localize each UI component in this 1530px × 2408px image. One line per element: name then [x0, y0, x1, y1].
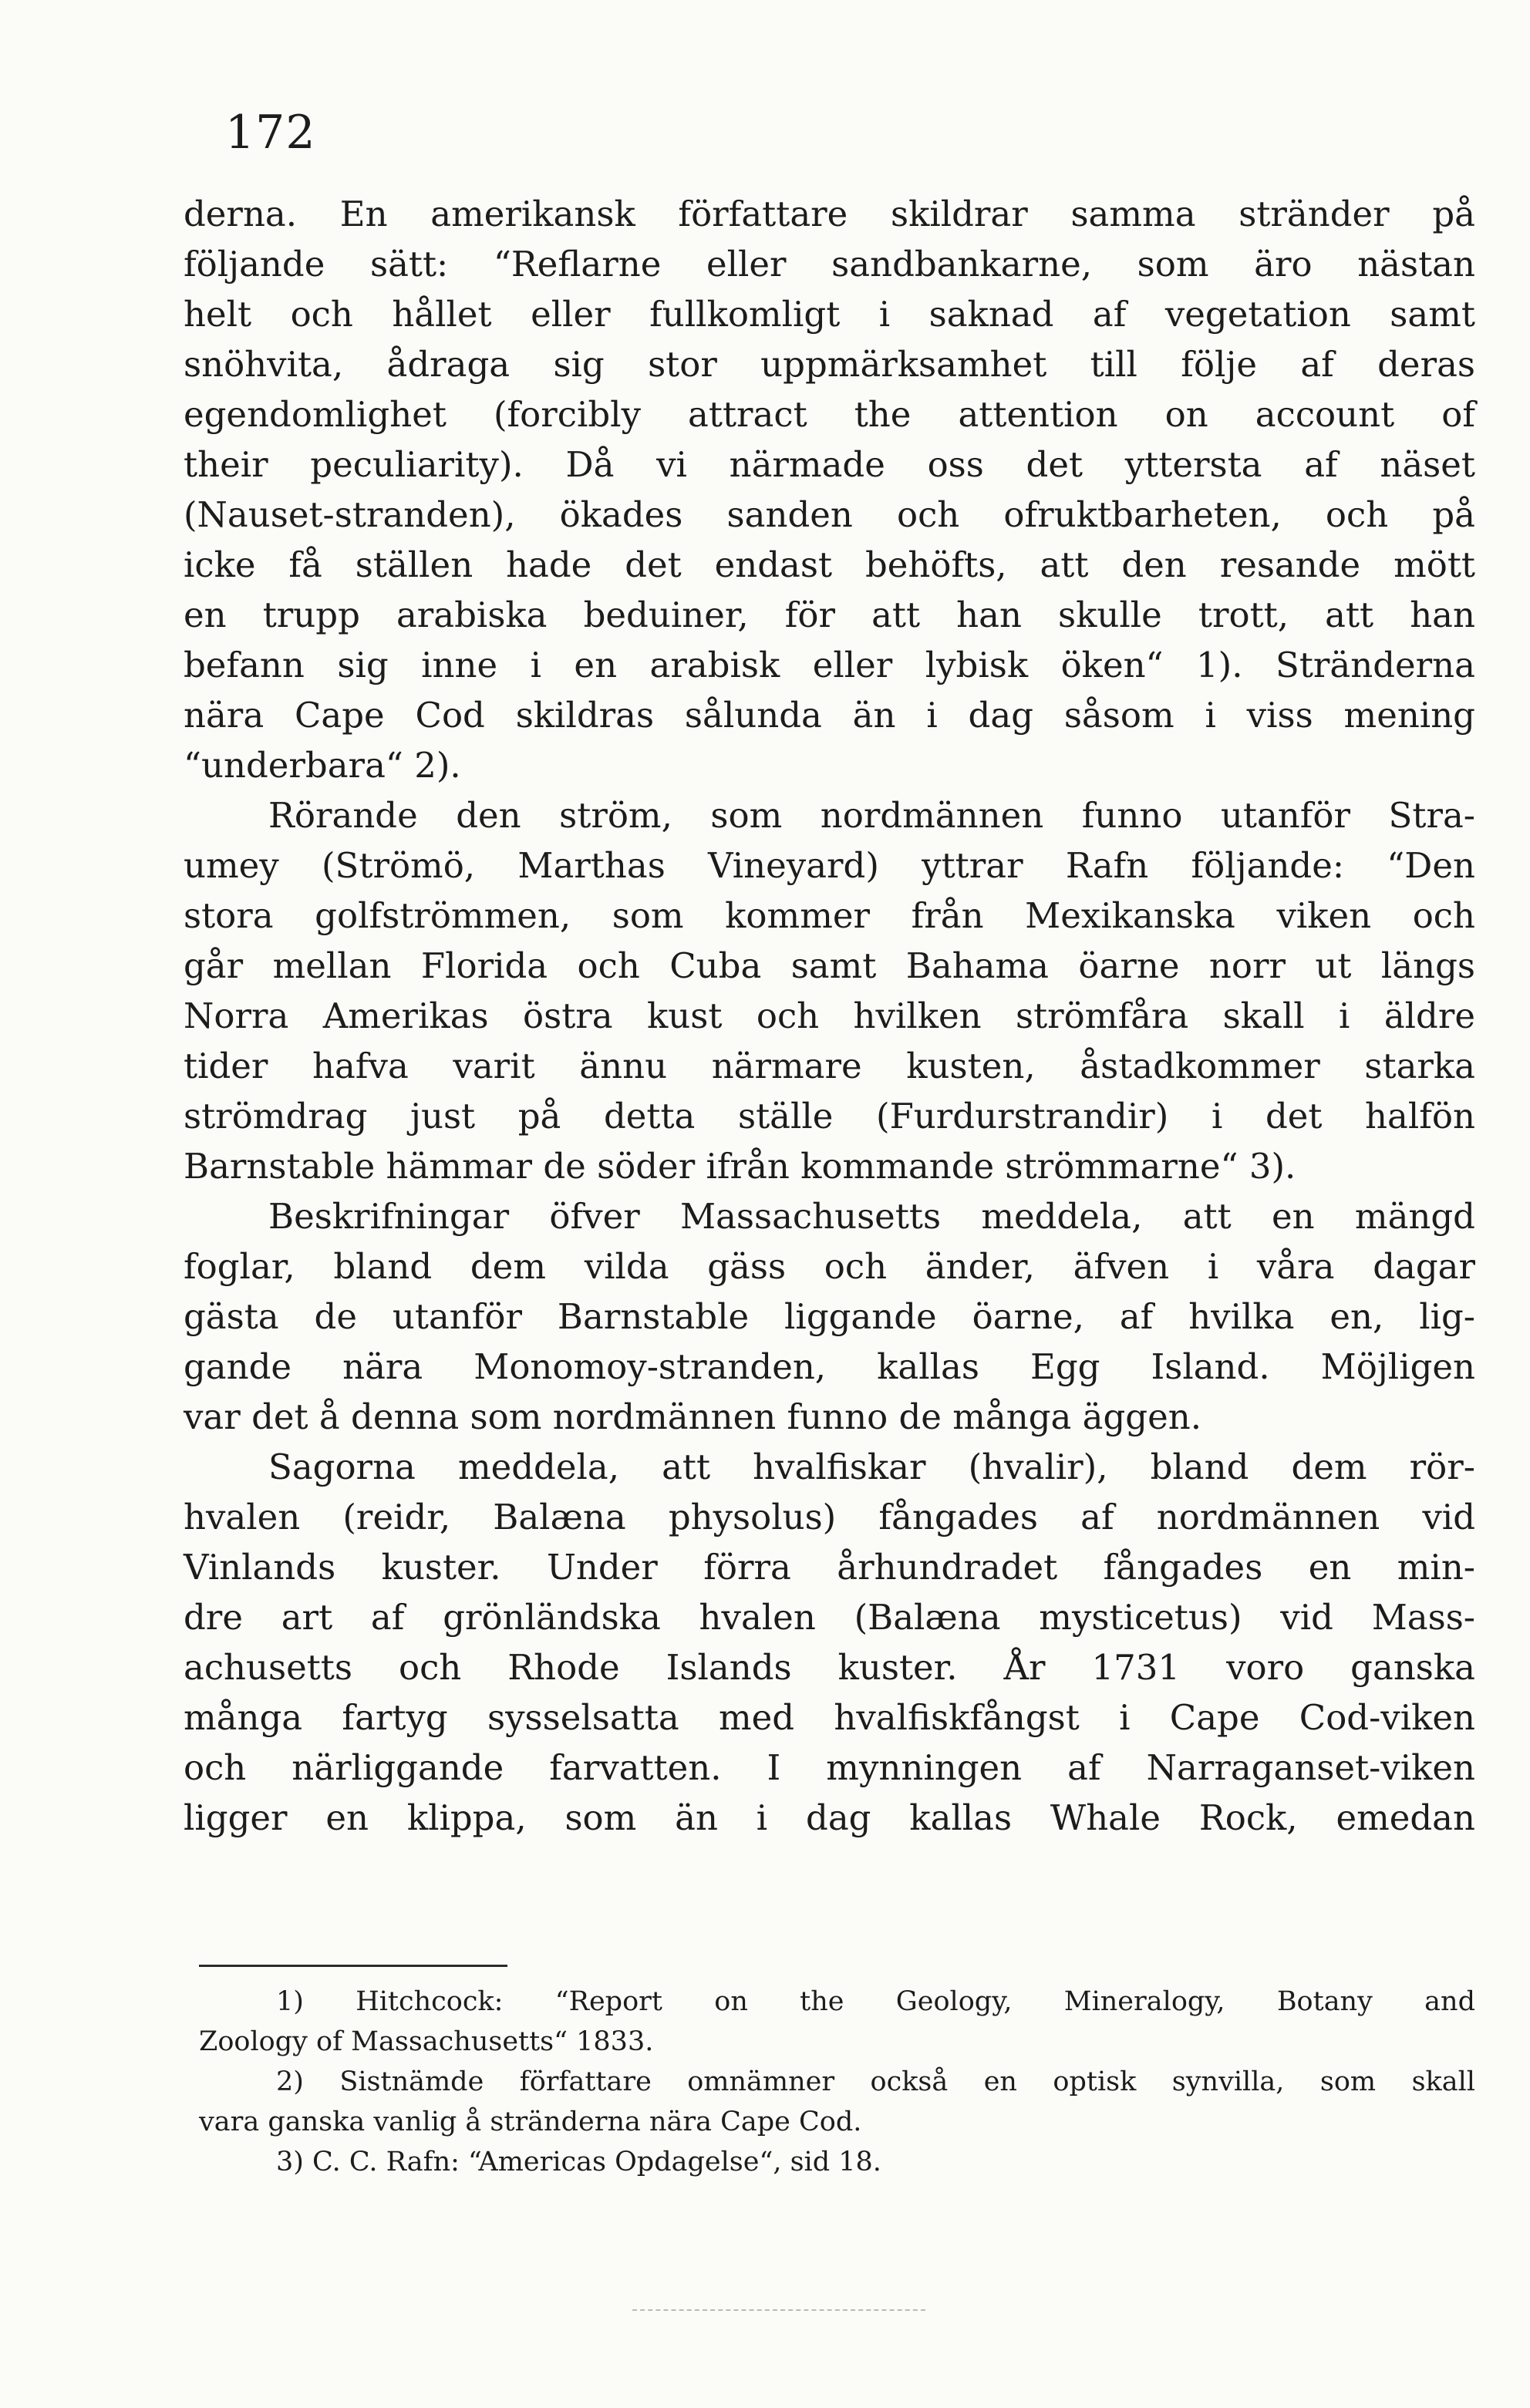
- text-line: “underbara“ 2).: [184, 745, 461, 786]
- text-line: egendomlighet (forcibly attract the attention on account of: [184, 394, 1475, 435]
- text-line: går mellan Florida och Cuba samt Bahama öarne norr ut längs: [184, 945, 1475, 986]
- text-line: tider hafva varit ännu närmare kusten, åstadkommer starka: [184, 1046, 1475, 1086]
- footnote-line: 3) C. C. Rafn: “Americas Opdagelse“, sid 18.: [276, 2147, 881, 2177]
- text-line: Rörande den ström, som nordmännen funno utanför Stra-: [268, 795, 1475, 836]
- text-line: umey (Strömö, Marthas Vineyard) yttrar Rafn följande: “Den: [184, 845, 1475, 886]
- footnote-line: vara ganska vanlig å stränderna nära Cape Cod.: [199, 2107, 862, 2137]
- text-line: hvalen (reidr, Balæna physolus) fångades af nordmännen vid: [184, 1497, 1475, 1537]
- text-line: Beskrifningar öfver Massachusetts meddela, att en mängd: [268, 1196, 1475, 1237]
- footnote-line: 1) Hitchcock: “Report on the Geology, Mineralogy, Botany and: [276, 1986, 1475, 2017]
- text-line: snöhvita, ådraga sig stor uppmärksamhet till följe af deras: [184, 344, 1475, 385]
- page-number: 172: [225, 106, 316, 160]
- text-line: befann sig inne i en arabisk eller lybisk öken“ 1). Stränderna: [184, 645, 1475, 685]
- text-line: foglar, bland dem vilda gäss och änder, äfven i våra dagar: [184, 1246, 1475, 1287]
- text-line: nära Cape Cod skildras sålunda än i dag såsom i viss mening: [184, 695, 1475, 736]
- bottom-scan-mark: [632, 2309, 925, 2311]
- text-line: helt och hållet eller fullkomligt i saknad af vegetation samt: [184, 294, 1475, 335]
- text-line: Sagorna meddela, att hvalfiskar (hvalir), bland dem rör-: [268, 1446, 1475, 1487]
- text-line: och närliggande farvatten. I mynningen af Narraganset-viken: [184, 1747, 1475, 1788]
- footnote-line: Zoology of Massachusetts“ 1833.: [199, 2026, 654, 2057]
- main-text: [184, 189, 1475, 1843]
- footnote-divider: [199, 1965, 507, 1967]
- text-line: följande sätt: “Reflarne eller sandbankarne, som äro nästan: [184, 244, 1475, 285]
- footnote-line: 2) Sistnämde författare omnämner också en optisk synvilla, som skall: [276, 2066, 1475, 2097]
- text-line: derna. En amerikansk författare skildrar samma stränder på: [184, 194, 1475, 234]
- text-line: icke få ställen hade det endast behöfts, att den resande mött: [184, 544, 1475, 585]
- text-line: dre art af grönländska hvalen (Balæna mysticetus) vid Mass-: [184, 1597, 1475, 1638]
- text-line: their peculiarity). Då vi närmade oss det yttersta af näset: [184, 444, 1475, 485]
- text-line: Norra Amerikas östra kust och hvilken strömfåra skall i äldre: [184, 995, 1475, 1036]
- text-line: Vinlands kuster. Under förra århundradet fångades en min-: [184, 1547, 1475, 1588]
- text-line: många fartyg sysselsatta med hvalfiskfångst i Cape Cod-viken: [184, 1697, 1475, 1738]
- text-line: en trupp arabiska beduiner, för att han skulle trott, att han: [184, 594, 1475, 635]
- text-line: strömdrag just på detta ställe (Furdurstrandir) i det halfön: [184, 1096, 1475, 1137]
- footnotes: [199, 1982, 1475, 2182]
- text-line: ligger en klippa, som än i dag kallas Whale Rock, emedan: [184, 1797, 1475, 1838]
- text-line: gästa de utanför Barnstable liggande öarne, af hvilka en, lig-: [184, 1296, 1475, 1337]
- text-line: (Nauset-stranden), ökades sanden och ofruktbarheten, och på: [184, 494, 1475, 535]
- text-line: achusetts och Rhode Islands kuster. År 1731 voro ganska: [184, 1647, 1475, 1688]
- text-line: Barnstable hämmar de söder ifrån kommande strömmarne“ 3).: [184, 1146, 1296, 1187]
- text-line: stora golfströmmen, som kommer från Mexikanska viken och: [184, 895, 1475, 936]
- text-line: gande nära Monomoy-stranden, kallas Egg Island. Möjligen: [184, 1346, 1475, 1387]
- text-line: var det å denna som nordmännen funno de många äggen.: [184, 1396, 1202, 1437]
